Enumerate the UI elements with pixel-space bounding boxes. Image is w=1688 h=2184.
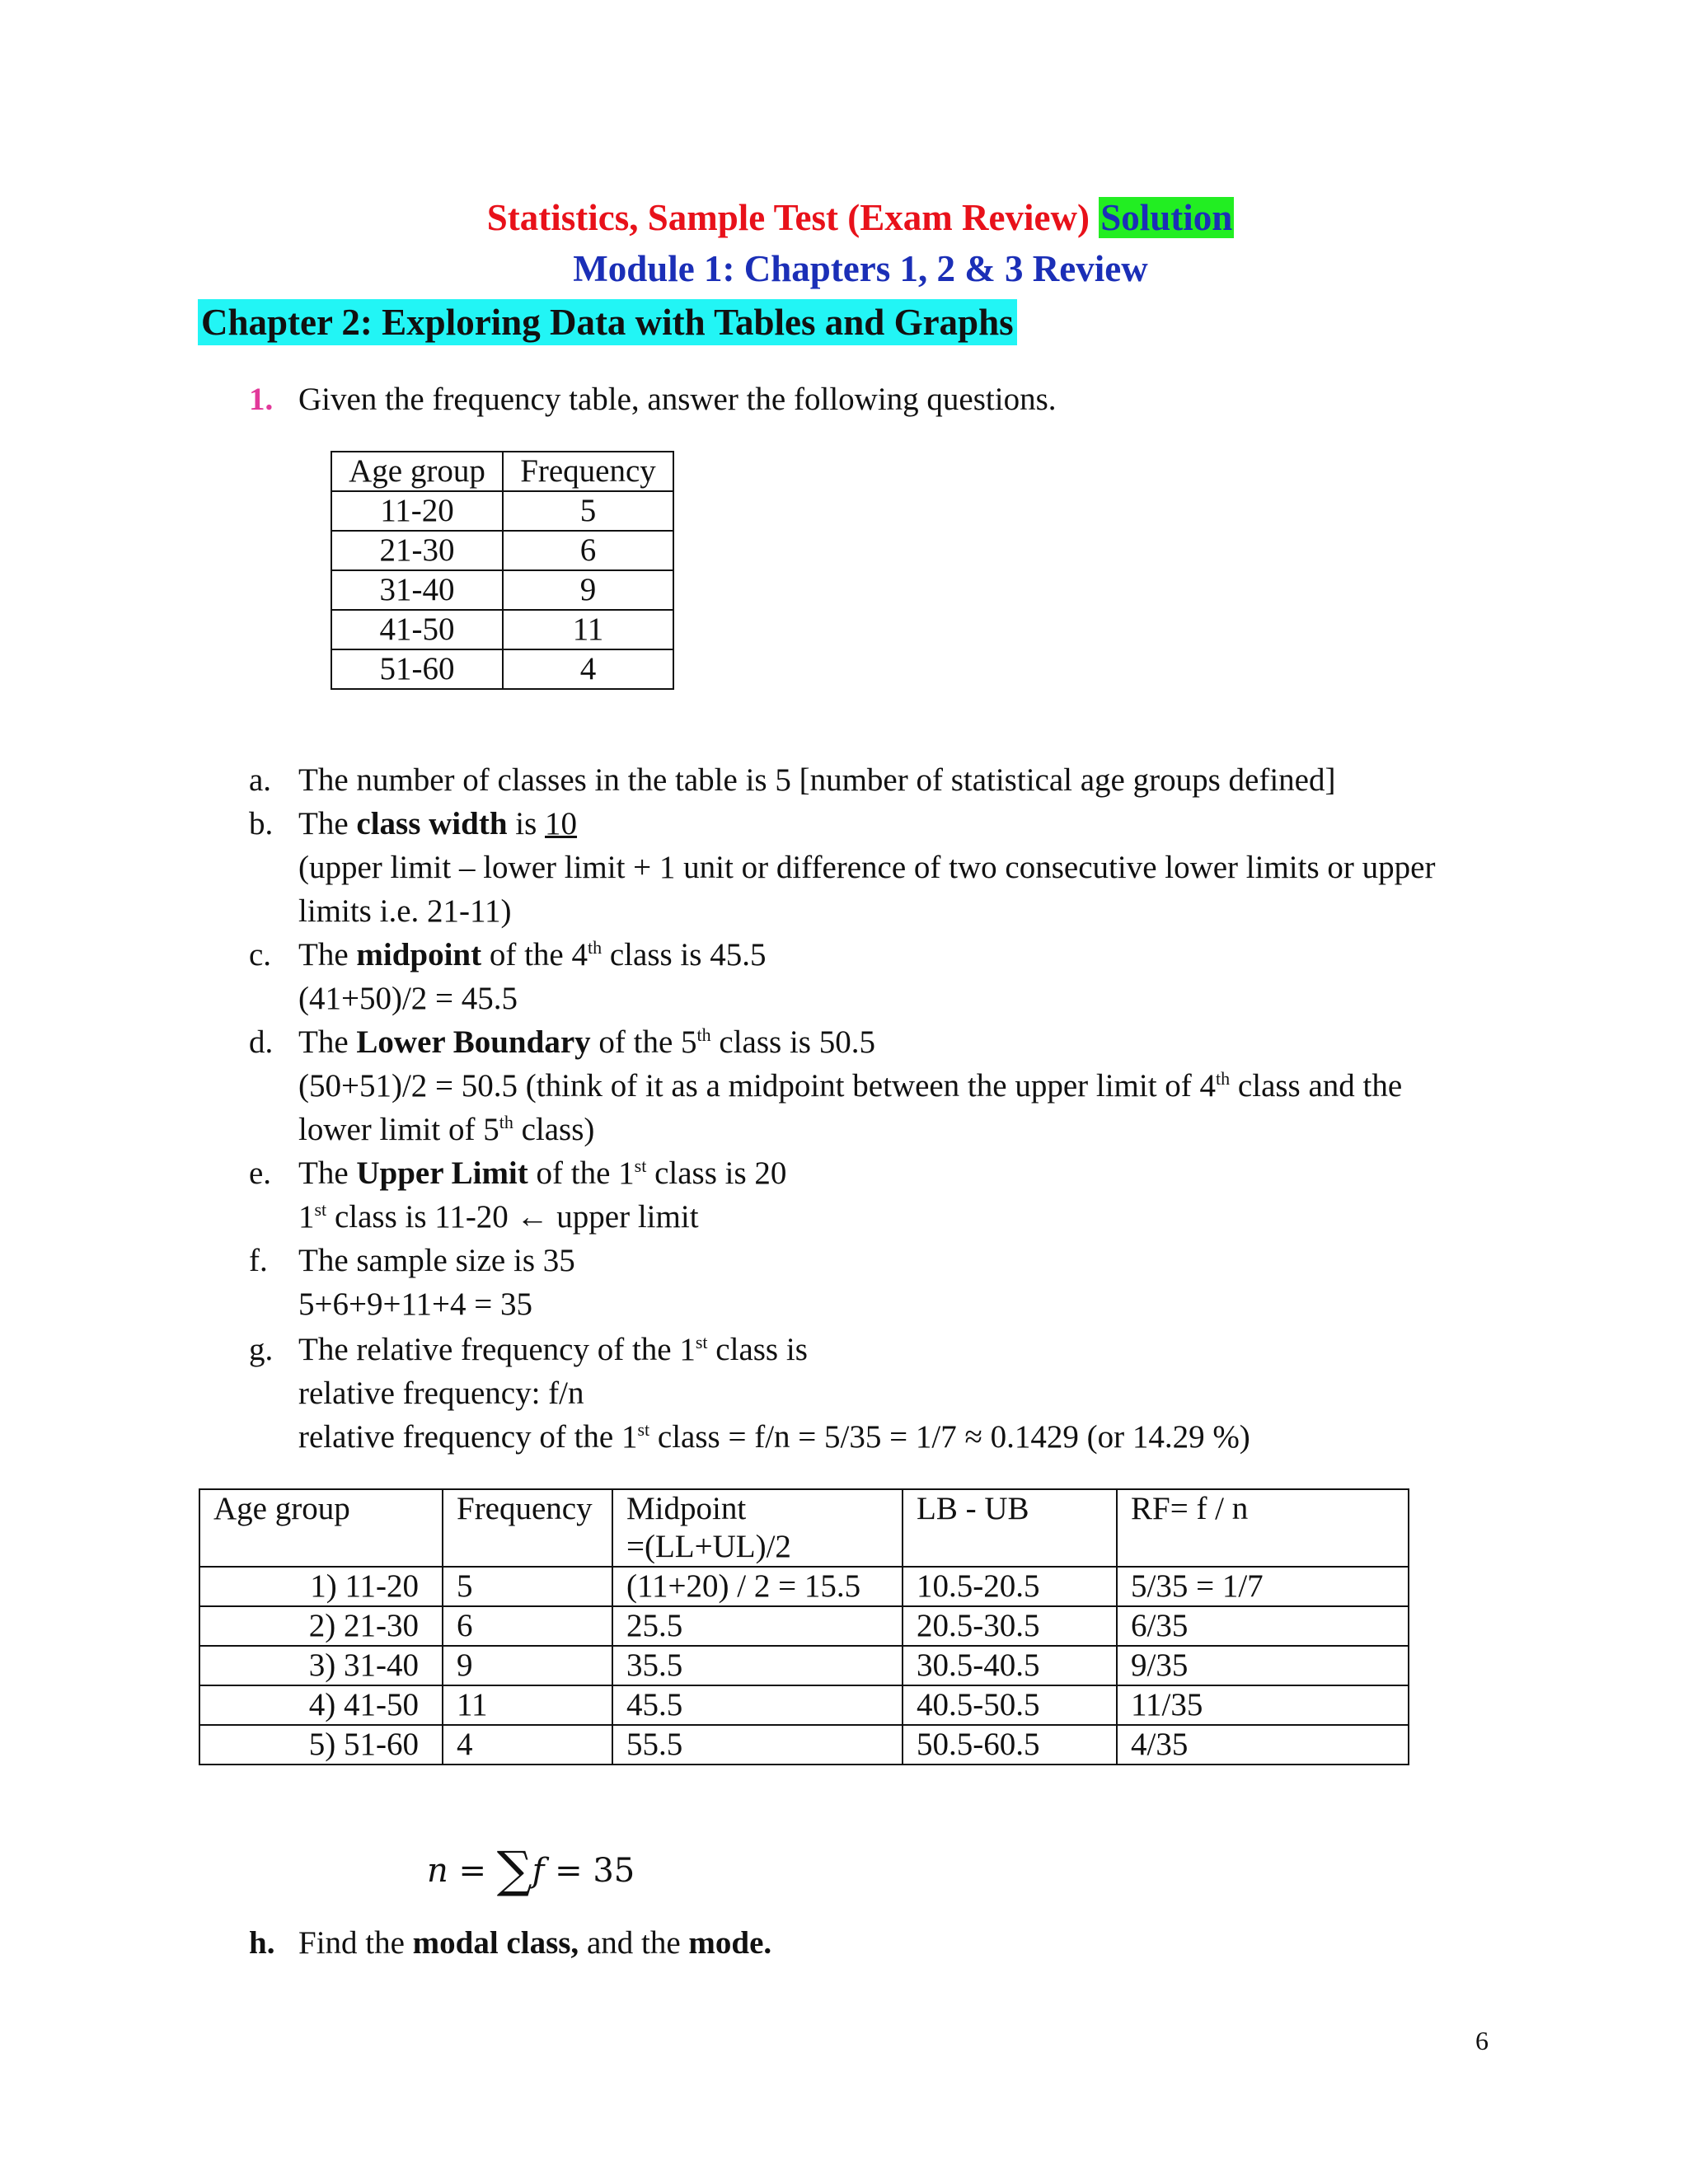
table-cell: 55.5 <box>612 1725 903 1765</box>
table-cell: 1) 11-20 <box>199 1567 443 1606</box>
table-header-cell: Frequency <box>443 1489 612 1567</box>
table-row <box>331 531 673 570</box>
document-page: Statistics, Sample Test (Exam Review) Solution Module 1: Chapters 1, 2 & 3 Review Chapter 2: Exploring Data with Tables and Graphs 1. Given the frequency table, answer the following questions. Age group Frequency 11-20 5 21-30 6 31-40 9 41-50 11 51-60 4 a. The number of classes in the table is 5 [number of statistical age groups defined] b. The class width is 10 (upper limit – lower limit + 1 unit or difference of two consecutive lower limits or upper limits i.e. 21-11) c. The midpoint of the 4th class is 45.5 (41+50)/2 = 45.5 d. The Lower Boundary of the 5th class is 50.5 (50+51)/2 = 50.5 (think of it as a midpoint between the upper limit of 4th class and the lower limit of 5th class) e. The Upper Limit of the 1st class is 20 1st class is 11-20 ← upper limit f. The sample size is 35 5+6+9+11+4 = 35 g. The relative frequency of the 1st class is relative frequency: f/n relative frequency of the 1st class = f/n = 5/35 = 1/7 ≈ 0.1429 (or 14.29 %) Age group Frequency Midpoint =(LL+UL)/2 LB - UB RF= f / n 1) 11-20 5 (11+20) / 2 = 15.5 10.5-20.5 5/35 = 1/7 2) 21-30 6 25.5 20.5-30.5 6/35 3) 31-40 9 35.5 30.5-40.5 9/35 4) 41-50 11 45.5 40.5-50.5 11/35 5) 51-60 4 55.5 50.5-60.5 4/35 n = ∑f = 35 h. Find the modal class, and the mode. 6 <box>0 0 1688 2184</box>
item-text: The relative frequency of the 1st class is <box>298 1332 808 1367</box>
table-row <box>331 491 673 531</box>
table-cell: 21-30 <box>331 531 503 570</box>
item-text: The midpoint of the 4th class is 45.5 <box>298 937 767 972</box>
document-subtitle: Module 1: Chapters 1, 2 & 3 Review <box>573 248 1148 289</box>
item-label: g. <box>249 1332 274 1367</box>
item-label: f. <box>249 1243 268 1278</box>
item-text: The number of classes in the table is 5 [number of statistical age groups defined] <box>298 762 1336 798</box>
item-label: c. <box>249 937 272 972</box>
table-cell: 20.5-30.5 <box>903 1606 1117 1646</box>
page-number: 6 <box>1475 2026 1489 2055</box>
solution-highlight: Solution <box>1100 197 1233 238</box>
table-header-cell: Midpoint =(LL+UL)/2 <box>612 1489 903 1567</box>
table-row <box>199 1606 1409 1646</box>
table-cell: 50.5-60.5 <box>903 1725 1117 1765</box>
class-width-value: 10 <box>545 806 578 841</box>
item-text: Find the modal class, and the mode. <box>298 1925 772 1961</box>
question-1 <box>249 381 1057 418</box>
table-row <box>331 610 673 649</box>
sigma-symbol: ∑ <box>496 1841 532 1899</box>
solution-table <box>199 1488 1409 1765</box>
table-cell: 11 <box>503 610 673 649</box>
table-header-cell: LB - UB <box>903 1489 1117 1567</box>
table-cell: 9/35 <box>1117 1646 1409 1685</box>
table-cell: 25.5 <box>612 1606 903 1646</box>
item-text: The class width is 10 <box>298 806 578 841</box>
table-header-cell: Frequency <box>503 452 673 491</box>
table-header-cell: Age group <box>199 1489 443 1567</box>
question-h <box>249 1924 772 1961</box>
frequency-table <box>331 451 674 690</box>
table-cell: 11-20 <box>331 491 503 531</box>
table-cell: 3) 31-40 <box>199 1646 443 1685</box>
sample-size-formula: n = ∑f = 35 <box>427 1841 635 1899</box>
item-label: d. <box>249 1024 274 1060</box>
title-main: Statistics, Sample Test (Exam Review) <box>486 197 1090 238</box>
question-number: 1. <box>249 382 274 417</box>
item-text: The Lower Boundary of the 5th class is 50.5 <box>298 1024 875 1060</box>
item-text: The sample size is 35 <box>298 1243 575 1278</box>
table-row <box>331 649 673 689</box>
table-row <box>199 1567 1409 1606</box>
table-cell: 11/35 <box>1117 1685 1409 1725</box>
table-cell: 30.5-40.5 <box>903 1646 1117 1685</box>
table-cell: 4 <box>443 1725 612 1765</box>
table-cell: 40.5-50.5 <box>903 1685 1117 1725</box>
table-header-cell: RF= f / n <box>1117 1489 1409 1567</box>
table-cell: 4/35 <box>1117 1725 1409 1765</box>
table-cell: 10.5-20.5 <box>903 1567 1117 1606</box>
table-row <box>199 1646 1409 1685</box>
table-cell: 4 <box>503 649 673 689</box>
document-title <box>16 196 1688 239</box>
table-cell: 5/35 = 1/7 <box>1117 1567 1409 1606</box>
item-label: h. <box>249 1925 275 1961</box>
table-cell: 5) 51-60 <box>199 1725 443 1765</box>
table-header-row <box>331 452 673 491</box>
item-label: a. <box>249 762 272 798</box>
table-cell: 51-60 <box>331 649 503 689</box>
table-cell: 5 <box>443 1567 612 1606</box>
table-row <box>331 570 673 610</box>
table-cell: 45.5 <box>612 1685 903 1725</box>
question-text: Given the frequency table, answer the following questions. <box>298 382 1057 417</box>
table-cell: 6 <box>503 531 673 570</box>
table-cell: 31-40 <box>331 570 503 610</box>
table-cell: 5 <box>503 491 673 531</box>
table-cell: 11 <box>443 1685 612 1725</box>
item-text: The Upper Limit of the 1st class is 20 <box>298 1155 787 1191</box>
table-cell: 41-50 <box>331 610 503 649</box>
table-cell: 9 <box>443 1646 612 1685</box>
table-cell: 6/35 <box>1117 1606 1409 1646</box>
table-header-row <box>199 1489 1409 1567</box>
table-header-cell: Age group <box>331 452 503 491</box>
table-cell: 9 <box>503 570 673 610</box>
table-row <box>199 1685 1409 1725</box>
table-cell: 35.5 <box>612 1646 903 1685</box>
chapter-heading: Chapter 2: Exploring Data with Tables and Graphs <box>198 299 1017 345</box>
table-cell: 4) 41-50 <box>199 1685 443 1725</box>
table-row <box>199 1725 1409 1765</box>
item-label: e. <box>249 1155 272 1191</box>
table-cell: 6 <box>443 1606 612 1646</box>
item-label: b. <box>249 806 274 841</box>
table-cell: 2) 21-30 <box>199 1606 443 1646</box>
table-cell: (11+20) / 2 = 15.5 <box>612 1567 903 1606</box>
